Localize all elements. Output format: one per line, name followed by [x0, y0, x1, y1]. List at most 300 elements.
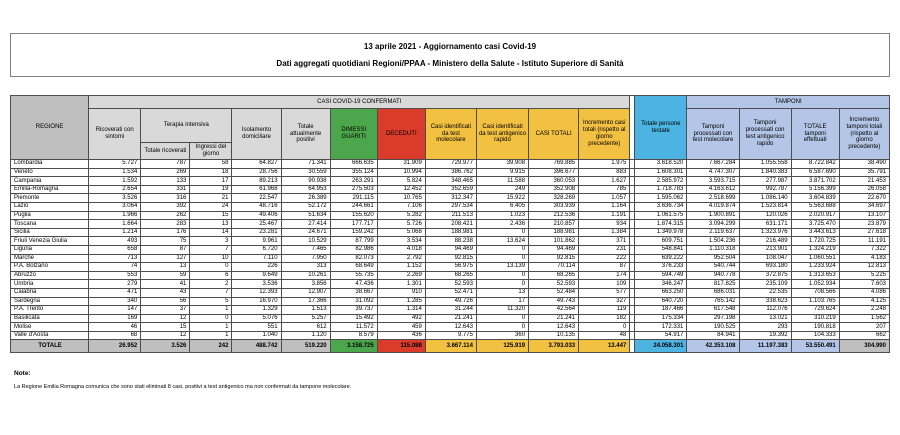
- table-cell: 1.562: [839, 314, 889, 323]
- table-cell: 316: [141, 194, 190, 203]
- table-cell: 1.627: [579, 177, 630, 186]
- table-cell: 68.265: [425, 271, 476, 280]
- table-cell: 765.142: [687, 297, 739, 306]
- table-cell: 13.624: [476, 237, 528, 246]
- table-cell: 11.320: [476, 306, 528, 315]
- table-cell: 24.671: [281, 228, 330, 237]
- header-casi-test-antigenico: Casi identificati da test antigenico rapido: [476, 109, 528, 160]
- table-cell: 5.282: [377, 211, 425, 220]
- table-cell: 785: [579, 185, 630, 194]
- table-row: [11, 271, 890, 280]
- table-cell: 13: [141, 263, 190, 272]
- table-row: [11, 254, 890, 263]
- table-cell: 23.879: [839, 220, 889, 229]
- table-cell: 0: [190, 314, 232, 323]
- table-cell: 293: [739, 323, 791, 332]
- table-row: [11, 211, 890, 220]
- table-cell: 8.722.842: [791, 160, 839, 169]
- table-cell: 1.592: [89, 177, 141, 186]
- table-cell: 52.484: [529, 288, 579, 297]
- table-cell: 88.238: [425, 237, 476, 246]
- table-cell: 22.670: [839, 194, 889, 203]
- table-cell: 1.103.765: [791, 297, 839, 306]
- table-cell: 1.040: [232, 331, 281, 340]
- table-cell: 2.020.917: [791, 211, 839, 220]
- table-cell: 540.744: [687, 263, 739, 272]
- table-cell: 17.366: [281, 297, 330, 306]
- table-cell: 7.322: [839, 245, 889, 254]
- region-name-cell: Molise: [11, 323, 89, 332]
- table-cell: 31.244: [425, 306, 476, 315]
- table-row: [11, 288, 890, 297]
- table-cell: 1.164: [579, 202, 630, 211]
- table-cell: 263.291: [330, 177, 377, 186]
- table-cell: 75: [141, 237, 190, 246]
- table-cell: 2: [190, 280, 232, 289]
- table-cell: 340: [89, 297, 141, 306]
- region-name-cell: Liguria: [11, 245, 89, 254]
- table-cell: 519.220: [281, 340, 330, 353]
- table-cell: 4.018: [377, 245, 425, 254]
- table-cell: 31.909: [377, 160, 425, 169]
- table-cell: 94.469: [425, 245, 476, 254]
- table-cell: 9.775: [425, 331, 476, 340]
- table-cell: 13: [476, 288, 528, 297]
- table-cell: 0: [579, 323, 630, 332]
- report-title: 13 aprile 2021 - Aggiornamento casi Covid-19: [363, 42, 537, 51]
- table-cell: 28.756: [232, 168, 281, 177]
- table-cell: 1: [190, 306, 232, 315]
- table-cell: 31.092: [330, 297, 377, 306]
- table-cell: 3.526: [141, 340, 190, 353]
- table-cell: 190.525: [687, 323, 739, 332]
- table-cell: 108.047: [739, 254, 791, 263]
- table-cell: 1.152: [377, 263, 425, 272]
- table-cell: 226: [232, 263, 281, 272]
- table-row: [11, 297, 890, 306]
- table-cell: 43: [141, 288, 190, 297]
- table-row: [11, 263, 890, 272]
- table-cell: 15: [141, 323, 190, 332]
- table-cell: 1.324.219: [791, 245, 839, 254]
- table-cell: 94.469: [529, 245, 579, 254]
- table-cell: 4.086: [839, 288, 889, 297]
- table-cell: 7: [190, 245, 232, 254]
- table-cell: 231: [579, 245, 630, 254]
- table-cell: 609.751: [635, 237, 687, 246]
- table-cell: 52.471: [425, 288, 476, 297]
- table-row: [11, 314, 890, 323]
- table-cell: 328.269: [529, 194, 579, 203]
- region-name-cell: Lazio: [11, 202, 89, 211]
- table-cell: 1.120: [281, 331, 330, 340]
- table-cell: 169: [89, 314, 141, 323]
- table-cell: 5.563.688: [791, 202, 839, 211]
- table-cell: 12.907: [281, 288, 330, 297]
- table-cell: 1.608.301: [635, 168, 687, 177]
- table-cell: 7: [190, 288, 232, 297]
- table-cell: 1.061.575: [635, 211, 687, 220]
- table-cell: 26.389: [281, 194, 330, 203]
- table-cell: 940.778: [687, 271, 739, 280]
- table-cell: 7.465: [281, 245, 330, 254]
- table-cell: 89.213: [232, 177, 281, 186]
- table-cell: 1.323.976: [739, 228, 791, 237]
- table-cell: 7.106: [377, 202, 425, 211]
- table-cell: 10.261: [281, 271, 330, 280]
- table-cell: 548.841: [635, 245, 687, 254]
- table-cell: 612: [281, 323, 330, 332]
- table-cell: 174: [579, 271, 630, 280]
- table-cell: 12: [141, 314, 190, 323]
- table-cell: 1.329: [232, 306, 281, 315]
- table-cell: 0: [476, 314, 528, 323]
- table-cell: 10.529: [281, 237, 330, 246]
- table-cell: 631.171: [739, 220, 791, 229]
- table-cell: 104.333: [791, 331, 839, 340]
- table-cell: 992.787: [739, 185, 791, 194]
- table-cell: 244.661: [330, 202, 377, 211]
- table-cell: 617.548: [687, 306, 739, 315]
- table-cell: 242: [190, 340, 232, 353]
- table-cell: 11.588: [476, 177, 528, 186]
- region-name-cell: Abruzzo: [11, 271, 89, 280]
- table-cell: 3.793.033: [529, 340, 579, 353]
- table-cell: 53.550.491: [791, 340, 839, 353]
- table-cell: 15.922: [476, 194, 528, 203]
- table-cell: 10.994: [377, 168, 425, 177]
- table-row: [11, 228, 890, 237]
- header-group-tamponi: TAMPONI: [687, 96, 890, 109]
- table-cell: 70.114: [529, 263, 579, 272]
- table-cell: 2.792: [377, 254, 425, 263]
- table-cell: 1.086.140: [739, 194, 791, 203]
- title-box: [10, 33, 890, 77]
- table-cell: 2.248: [839, 306, 889, 315]
- table-cell: 304.990: [839, 340, 889, 353]
- table-cell: 13.447: [579, 340, 630, 353]
- table-cell: 68.265: [529, 271, 579, 280]
- table-cell: 303.939: [529, 202, 579, 211]
- table-cell: 4.125: [839, 297, 889, 306]
- table-cell: 0: [190, 263, 232, 272]
- table-cell: 87: [579, 263, 630, 272]
- table-cell: 7.110: [232, 254, 281, 263]
- table-cell: 42.564: [529, 306, 579, 315]
- table-cell: 488.742: [232, 340, 281, 353]
- table-cell: 26.058: [839, 185, 889, 194]
- table-cell: 0: [476, 254, 528, 263]
- header-totale-attualmente-positivi: Totale attualmente positivi: [281, 109, 330, 160]
- table-cell: 49.726: [425, 297, 476, 306]
- table-cell: 188.981: [529, 228, 579, 237]
- table-row: [11, 331, 890, 340]
- table-cell: 3.443.613: [791, 228, 839, 237]
- table-cell: 82.073: [330, 254, 377, 263]
- table-cell: 910: [377, 288, 425, 297]
- table-cell: 6.405: [476, 202, 528, 211]
- table-cell: 190.818: [791, 323, 839, 332]
- table-cell: 493: [89, 237, 141, 246]
- table-cell: 658: [89, 245, 141, 254]
- table-cell: 54.917: [635, 331, 687, 340]
- table-cell: 5.076: [232, 314, 281, 323]
- table-cell: 23.281: [232, 228, 281, 237]
- table-cell: 2.654: [89, 185, 141, 194]
- table-cell: 21: [190, 194, 232, 203]
- table-cell: 213.901: [739, 245, 791, 254]
- table-cell: 1.052.934: [791, 280, 839, 289]
- table-row: [11, 323, 890, 332]
- table-cell: 1.191: [579, 211, 630, 220]
- table-cell: 13.021: [739, 314, 791, 323]
- table-cell: 459: [377, 323, 425, 332]
- region-name-cell: Umbria: [11, 280, 89, 289]
- table-cell: 1.060.551: [791, 254, 839, 263]
- table-cell: 360: [476, 331, 528, 340]
- table-cell: 52.593: [425, 280, 476, 289]
- table-cell: 275.503: [330, 185, 377, 194]
- table-cell: 235.109: [739, 280, 791, 289]
- table-row: [11, 306, 890, 315]
- table-cell: 9.961: [232, 237, 281, 246]
- table-cell: 87.799: [330, 237, 377, 246]
- table-cell: 262: [141, 211, 190, 220]
- table-cell: 34.697: [839, 202, 889, 211]
- table-cell: 0: [476, 228, 528, 237]
- header-regione: REGIONE: [11, 96, 89, 160]
- table-cell: 6.720: [232, 245, 281, 254]
- table-cell: 64.953: [281, 185, 330, 194]
- table-cell: 1.313.653: [791, 271, 839, 280]
- table-cell: 52.172: [281, 202, 330, 211]
- table-cell: 249: [476, 185, 528, 194]
- table-cell: 3: [190, 237, 232, 246]
- table-cell: 392: [141, 202, 190, 211]
- table-cell: 639.222: [635, 254, 687, 263]
- table-cell: 90.938: [281, 177, 330, 186]
- table-cell: 47.436: [330, 280, 377, 289]
- header-ricoverati-con-sintomi: Ricoverati con sintomi: [89, 109, 141, 160]
- region-name-cell: Toscana: [11, 220, 89, 229]
- table-cell: 12.393: [232, 288, 281, 297]
- table-cell: 216.489: [739, 237, 791, 246]
- table-cell: 492: [377, 314, 425, 323]
- table-cell: 71.341: [281, 160, 330, 169]
- region-name-cell: Lombardia: [11, 160, 89, 169]
- table-row: [11, 185, 890, 194]
- header-casi-test-molecolare: Casi identificati da test molecolare: [425, 109, 476, 160]
- table-cell: 1.384: [579, 228, 630, 237]
- table-cell: 297.198: [687, 314, 739, 323]
- table-cell: 21.241: [529, 314, 579, 323]
- table-cell: 74: [89, 263, 141, 272]
- table-cell: 155.620: [330, 211, 377, 220]
- table-cell: 82.986: [330, 245, 377, 254]
- table-row: [11, 168, 890, 177]
- table-cell: 13.139: [476, 263, 528, 272]
- table-cell: 64.827: [232, 160, 281, 169]
- region-name-cell: Marche: [11, 254, 89, 263]
- table-cell: 1.595.062: [635, 194, 687, 203]
- table-cell: 693.180: [739, 263, 791, 272]
- table-cell: 666.635: [330, 160, 377, 169]
- table-cell: 0: [476, 280, 528, 289]
- table-cell: 5.225: [839, 271, 889, 280]
- table-cell: 662: [839, 331, 889, 340]
- table-cell: 310.219: [791, 314, 839, 323]
- region-name-cell: Sicilia: [11, 228, 89, 237]
- table-cell: 1.023: [476, 211, 528, 220]
- region-name-cell: Friuli Venezia Giulia: [11, 237, 89, 246]
- table-cell: 355.124: [330, 168, 377, 177]
- table-cell: 61.968: [232, 185, 281, 194]
- table-cell: 3.725.470: [791, 220, 839, 229]
- table-cell: 352.659: [425, 185, 476, 194]
- table-cell: 182: [579, 314, 630, 323]
- table-cell: 115.088: [377, 340, 425, 353]
- table-cell: 436: [377, 331, 425, 340]
- table-cell: 120.026: [739, 211, 791, 220]
- table-cell: 8.579: [330, 331, 377, 340]
- table-cell: 594.749: [635, 271, 687, 280]
- table-cell: 21.453: [839, 177, 889, 186]
- table-cell: 2.518.699: [687, 194, 739, 203]
- header-isolamento-domiciliare: Isolamento domiciliare: [232, 109, 281, 160]
- header-incremento-tamponi: Incremento tamponi totali (rispetto al giorno precedente): [839, 109, 889, 160]
- table-row: [11, 177, 890, 186]
- table-cell: 17: [190, 177, 232, 186]
- table-cell: 51.634: [281, 211, 330, 220]
- table-cell: 0: [476, 245, 528, 254]
- header-deceduti: DECEDUTI: [377, 109, 425, 160]
- table-cell: 37: [141, 306, 190, 315]
- table-cell: 52.593: [529, 280, 579, 289]
- table-body: [11, 160, 890, 353]
- table-cell: 41: [141, 280, 190, 289]
- table-cell: 1.840.383: [739, 168, 791, 177]
- table-cell: 9.649: [232, 271, 281, 280]
- table-cell: 553: [89, 271, 141, 280]
- table-cell: 312.347: [425, 194, 476, 203]
- table-cell: 297.534: [425, 202, 476, 211]
- table-cell: 12: [141, 331, 190, 340]
- table-cell: 207: [839, 323, 889, 332]
- header-ingressi-del-giorno: Ingressi del giorno: [190, 143, 232, 160]
- table-cell: 934: [579, 220, 630, 229]
- table-cell: 109: [579, 280, 630, 289]
- table-cell: 640.720: [635, 297, 687, 306]
- table-cell: 210.857: [529, 220, 579, 229]
- table-cell: 279: [89, 280, 141, 289]
- table-cell: 1.314: [377, 306, 425, 315]
- table-cell: 14: [190, 228, 232, 237]
- table-cell: 338.623: [739, 297, 791, 306]
- table-row: [11, 245, 890, 254]
- table-cell: 175.334: [635, 314, 687, 323]
- table-cell: 0: [476, 271, 528, 280]
- table-cell: 1.720.725: [791, 237, 839, 246]
- table-cell: 6.587.690: [791, 168, 839, 177]
- header-totale-ricoverati: Totale ricoverati: [141, 143, 190, 160]
- table-cell: 172.331: [635, 323, 687, 332]
- table-cell: 471: [89, 288, 141, 297]
- table-cell: 58: [190, 160, 232, 169]
- table-cell: 360.053: [529, 177, 579, 186]
- table-cell: 713: [89, 254, 141, 263]
- table-cell: 208.421: [425, 220, 476, 229]
- note-label: Note:: [14, 370, 31, 377]
- table-cell: 15.492: [330, 314, 377, 323]
- table-row: [11, 194, 890, 203]
- table-cell: 5.726: [377, 220, 425, 229]
- table-cell: 133: [141, 177, 190, 186]
- table-cell: 3.618.520: [635, 160, 687, 169]
- table-cell: 9.915: [476, 168, 528, 177]
- table-cell: 22.535: [739, 288, 791, 297]
- table-cell: 787: [141, 160, 190, 169]
- table-cell: 4.747.307: [687, 168, 739, 177]
- table-cell: 3.604.839: [791, 194, 839, 203]
- table-cell: 3.636.734: [635, 202, 687, 211]
- table-cell: 38.667: [330, 288, 377, 297]
- table-cell: 3.593.715: [687, 177, 739, 186]
- table-cell: 1.349.978: [635, 228, 687, 237]
- table-cell: 25.467: [232, 220, 281, 229]
- table-cell: 84.941: [687, 331, 739, 340]
- region-name-cell: Emilia-Romagna: [11, 185, 89, 194]
- header-group-terapia-intensiva: Terapia intensiva: [141, 109, 232, 143]
- table-cell: 327: [579, 297, 630, 306]
- table-cell: 13: [190, 220, 232, 229]
- table-cell: 5.257: [281, 314, 330, 323]
- table-cell: 291.115: [330, 194, 377, 203]
- table-cell: 56.975: [425, 263, 476, 272]
- table-cell: 7.603: [839, 280, 889, 289]
- table-cell: 3.064: [89, 202, 141, 211]
- table-cell: 147: [89, 306, 141, 315]
- table-cell: 5.727: [89, 160, 141, 169]
- table-cell: 48.716: [232, 202, 281, 211]
- table-cell: 101.862: [529, 237, 579, 246]
- table-cell: 222: [579, 254, 630, 263]
- table-cell: 42.353.108: [687, 340, 739, 353]
- table-cell: 24.058.301: [635, 340, 687, 353]
- table-cell: 4.163.612: [687, 185, 739, 194]
- region-name-cell: Valle d'Aosta: [11, 331, 89, 340]
- table-cell: 12.643: [529, 323, 579, 332]
- header-tamponi-molecolare: Tamponi processati con test molecolare: [687, 109, 739, 160]
- table-cell: 7.950: [281, 254, 330, 263]
- table-cell: 56: [141, 297, 190, 306]
- table-row: [11, 160, 890, 169]
- table-cell: 1.975: [579, 160, 630, 169]
- table-cell: 12.452: [377, 185, 425, 194]
- table-cell: 39.737: [330, 306, 377, 315]
- table-cell: 17: [476, 297, 528, 306]
- table-cell: 1.874.315: [635, 220, 687, 229]
- table-cell: 277.987: [739, 177, 791, 186]
- table-cell: 883: [579, 168, 630, 177]
- table-cell: 1.966: [89, 211, 141, 220]
- header-tamponi-antigenico: Tamponi processati con test antigenico rapido: [739, 109, 791, 160]
- table-cell: 352.908: [529, 185, 579, 194]
- table-cell: 3.158.725: [330, 340, 377, 353]
- table-cell: 3.667.114: [425, 340, 476, 353]
- table-cell: 27.414: [281, 220, 330, 229]
- table-cell: 3.856: [281, 280, 330, 289]
- table-cell: 68.649: [330, 263, 377, 272]
